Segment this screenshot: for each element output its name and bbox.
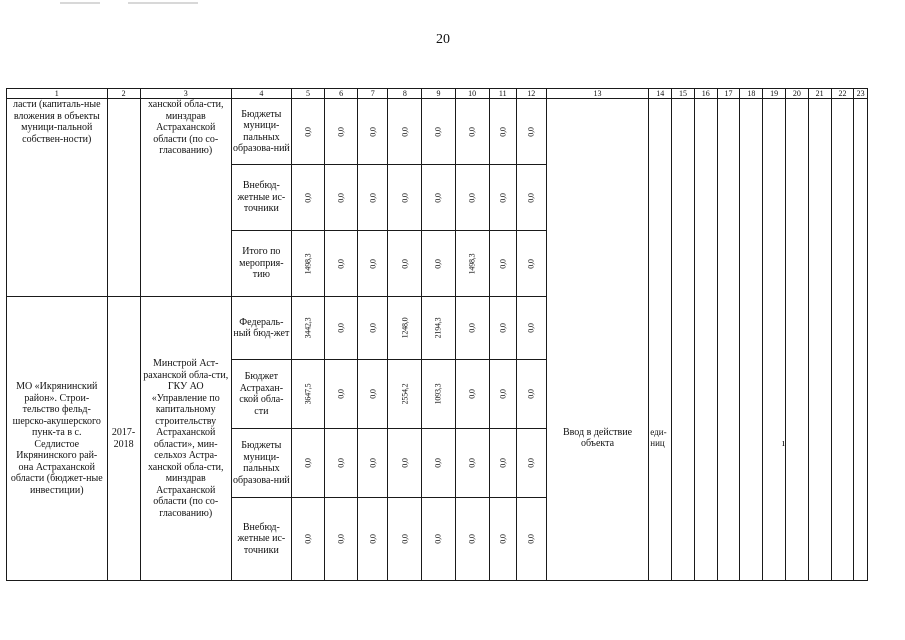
amount-cell: 0,0 [291, 165, 324, 231]
amount-cell: 0,0 [422, 498, 455, 581]
amount-cell: 1248,0 [388, 297, 422, 360]
amount-cell: 0,0 [489, 165, 516, 231]
amount-cell: 0,0 [325, 231, 358, 297]
column-number: 6 [325, 89, 358, 99]
amount-cell: 0,0 [422, 231, 455, 297]
program-table-sheet [6, 88, 868, 581]
indicator-cell [808, 297, 831, 581]
scan-artifact [60, 2, 100, 4]
amount-cell: 0,0 [358, 297, 388, 360]
column-number: 22 [831, 89, 854, 99]
column-number: 13 [546, 89, 649, 99]
amount-cell: 0,0 [455, 360, 489, 429]
column-number-row [7, 89, 868, 99]
amount-cell: 0,0 [489, 360, 516, 429]
page-number: 20 [436, 32, 450, 47]
amount-cell: 0,0 [489, 429, 516, 498]
amount-cell: 0,0 [489, 231, 516, 297]
funding-source-cell: Итого по мероприя-тию [231, 231, 291, 297]
amount-cell: 1093,3 [422, 360, 455, 429]
column-number: 2 [107, 89, 140, 99]
indicator-cell [740, 297, 763, 581]
amount-cell: 2194,3 [422, 297, 455, 360]
column-number: 23 [854, 89, 868, 99]
indicator-cell [649, 99, 672, 297]
amount-cell: 0,0 [422, 165, 455, 231]
amount-cell: 0,0 [358, 231, 388, 297]
amount-cell: 0,0 [489, 498, 516, 581]
column-number: 9 [422, 89, 455, 99]
column-number: 16 [694, 89, 717, 99]
column-number: 21 [808, 89, 831, 99]
column-number: 12 [516, 89, 546, 99]
scan-artifact [128, 2, 198, 4]
amount-cell: 0,0 [358, 360, 388, 429]
column-number: 1 [7, 89, 108, 99]
indicator-cell [763, 99, 786, 297]
column-number: 14 [649, 89, 672, 99]
program-table [6, 88, 868, 581]
indicator-cell [785, 297, 808, 581]
amount-cell: 0,0 [358, 99, 388, 165]
amount-cell: 0,0 [388, 498, 422, 581]
table-row [7, 297, 868, 360]
amount-cell: 0,0 [455, 498, 489, 581]
amount-cell: 0,0 [358, 165, 388, 231]
indicator-cell [672, 297, 695, 581]
years-cell: 2017-2018 [107, 297, 140, 581]
event-name-cell: МО «Икрянинский район». Строи-тельство фельд-шерско-акушерского пунк-та в с. Седлистое Икрянинского рай-она Астраханской области (бюджет-ные инвестиции) [7, 297, 108, 581]
funding-source-cell: Бюджеты муници-пальных образова-ний [231, 429, 291, 498]
executor-cell: Минстрой Аст-раханской обла-сти, ГКУ АО «Управление по капитальному строительству Астраханской области», мин-сельхоз Астра-ханской обла-сти, минздрав Астраханской области (по со-гласованию) [140, 297, 231, 581]
table-row [7, 99, 868, 165]
amount-cell: 2554,2 [388, 360, 422, 429]
unit-cell: еди-ниц [649, 297, 672, 581]
column-number: 17 [717, 89, 740, 99]
result-cell: Ввод в действие объекта [546, 297, 649, 581]
amount-cell: 0,0 [291, 99, 324, 165]
amount-cell: 0,0 [325, 429, 358, 498]
indicator-cell [808, 99, 831, 297]
amount-cell: 0,0 [455, 99, 489, 165]
column-number: 19 [763, 89, 786, 99]
amount-cell: 0,0 [388, 231, 422, 297]
amount-cell: 0,0 [489, 99, 516, 165]
amount-cell: 0,0 [516, 360, 546, 429]
column-number: 15 [672, 89, 695, 99]
indicator-cell [717, 297, 740, 581]
amount-cell: 0,0 [516, 297, 546, 360]
amount-cell: 0,0 [388, 99, 422, 165]
funding-source-cell: Внебюд-жетные ис-точники [231, 165, 291, 231]
amount-cell: 0,0 [388, 165, 422, 231]
amount-cell: 0,0 [422, 99, 455, 165]
amount-cell: 1498,3 [455, 231, 489, 297]
column-number: 11 [489, 89, 516, 99]
amount-cell: 0,0 [516, 429, 546, 498]
amount-cell: 0,0 [516, 498, 546, 581]
amount-cell: 0,0 [291, 429, 324, 498]
indicator-cell [694, 99, 717, 297]
amount-cell: 0,0 [516, 165, 546, 231]
column-number: 18 [740, 89, 763, 99]
amount-cell: 0,0 [388, 429, 422, 498]
indicator-cell [854, 297, 868, 581]
column-number: 3 [140, 89, 231, 99]
indicator-cell [763, 297, 786, 581]
stray-mark: ı [782, 438, 785, 449]
indicator-cell [740, 99, 763, 297]
executor-cell: ханской обла-сти, минздрав Астраханской области (по со-гласованию) [140, 99, 231, 297]
amount-cell: 3647,5 [291, 360, 324, 429]
column-number: 5 [291, 89, 324, 99]
amount-cell: 1498,3 [291, 231, 324, 297]
funding-source-cell: Бюджеты муници-пальных образова-ний [231, 99, 291, 165]
amount-cell: 0,0 [489, 297, 516, 360]
amount-cell: 0,0 [325, 498, 358, 581]
column-number: 10 [455, 89, 489, 99]
amount-cell: 0,0 [358, 429, 388, 498]
amount-cell: 3442,3 [291, 297, 324, 360]
amount-cell: 0,0 [455, 429, 489, 498]
amount-cell: 0,0 [516, 231, 546, 297]
amount-cell: 0,0 [325, 165, 358, 231]
column-number: 7 [358, 89, 388, 99]
funding-source-cell: Бюджет Астрахан-ской обла-сти [231, 360, 291, 429]
event-name-cell: ласти (капиталь-ные вложения в объекты муници-пальной собствен-ности) [7, 99, 108, 297]
column-number: 8 [388, 89, 422, 99]
years-cell [107, 99, 140, 297]
amount-cell: 0,0 [455, 297, 489, 360]
column-number: 4 [231, 89, 291, 99]
amount-cell: 0,0 [422, 429, 455, 498]
amount-cell: 0,0 [291, 498, 324, 581]
amount-cell: 0,0 [325, 297, 358, 360]
amount-cell: 0,0 [325, 360, 358, 429]
amount-cell: 0,0 [455, 165, 489, 231]
indicator-cell [672, 99, 695, 297]
indicator-cell [831, 99, 854, 297]
indicator-cell [785, 99, 808, 297]
indicator-cell [831, 297, 854, 581]
result-cell [546, 99, 649, 297]
amount-cell: 0,0 [516, 99, 546, 165]
indicator-cell [717, 99, 740, 297]
amount-cell: 0,0 [325, 99, 358, 165]
amount-cell: 0,0 [358, 498, 388, 581]
indicator-cell [854, 99, 868, 297]
indicator-cell [694, 297, 717, 581]
funding-source-cell: Внебюд-жетные ис-точники [231, 498, 291, 581]
funding-source-cell: Федераль-ный бюд-жет [231, 297, 291, 360]
column-number: 20 [785, 89, 808, 99]
